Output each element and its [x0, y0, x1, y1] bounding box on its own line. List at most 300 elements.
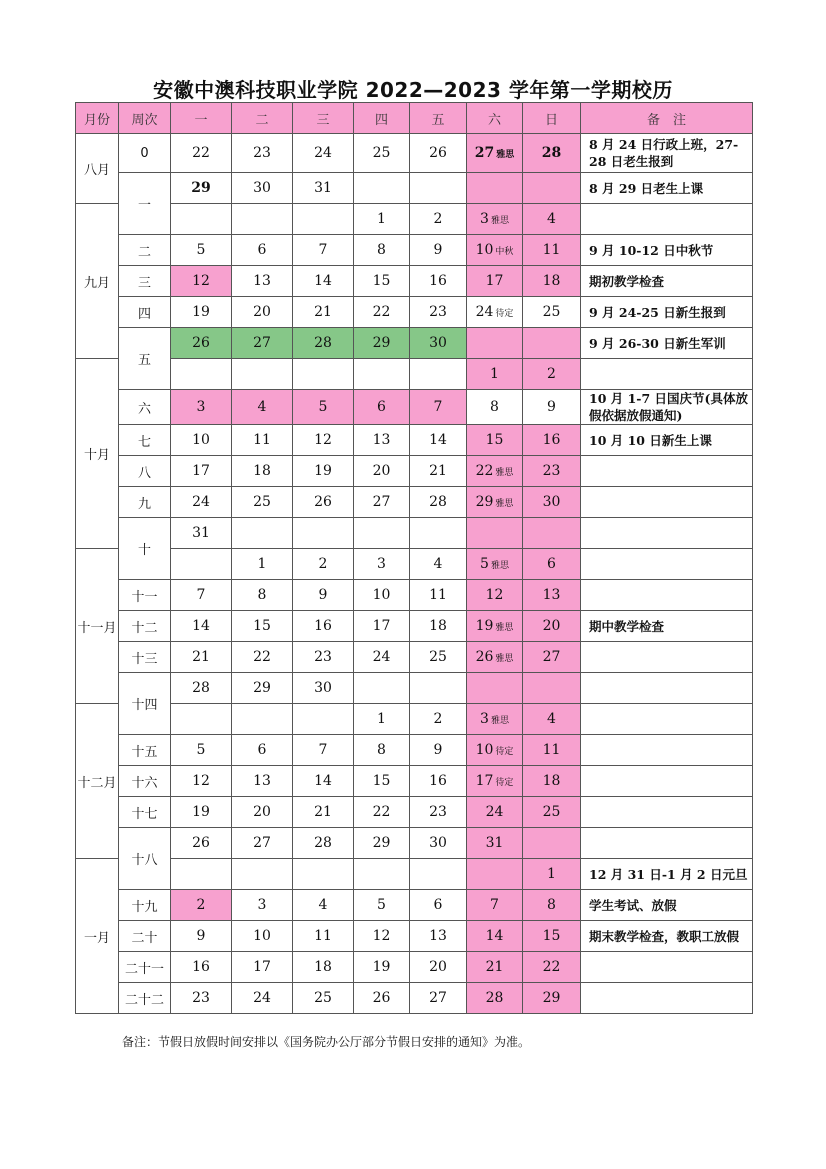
- day-cell: [410, 266, 467, 297]
- table-row: [76, 673, 753, 704]
- table-row: [76, 359, 753, 390]
- day-event-tag: 雅思: [490, 216, 509, 226]
- column-header: 月份: [76, 103, 119, 134]
- day-cell: [523, 921, 581, 952]
- day-cell: [354, 204, 410, 235]
- week-cell: 二十一: [119, 952, 171, 983]
- day-cell: [467, 828, 523, 859]
- day-number: 15: [485, 432, 504, 448]
- day-cell: [232, 235, 293, 266]
- column-header: 周次: [119, 103, 171, 134]
- table-row: [76, 390, 753, 425]
- day-cell: [232, 518, 293, 549]
- day-cell: [523, 549, 581, 580]
- day-cell: [354, 766, 410, 797]
- day-number: 2: [196, 897, 206, 913]
- day-number: 10: [372, 587, 391, 603]
- day-cell: [171, 518, 232, 549]
- day-number: 22: [542, 959, 561, 975]
- day-number: 24: [192, 494, 210, 510]
- day-cell: [354, 487, 410, 518]
- day-cell: [523, 359, 581, 390]
- note-cell: 10 月 10 日新生上课: [581, 425, 753, 456]
- day-cell: [232, 735, 293, 766]
- note-cell: [581, 735, 753, 766]
- table-row: [76, 549, 753, 580]
- day-cell: [293, 235, 354, 266]
- day-cell: [293, 134, 354, 173]
- day-cell: [293, 456, 354, 487]
- month-cell: 十月: [76, 359, 119, 549]
- day-number: 21: [314, 804, 332, 820]
- day-cell: [354, 390, 410, 425]
- week-cell: 十九: [119, 890, 171, 921]
- day-cell: [523, 204, 581, 235]
- week-cell: 十三: [119, 642, 171, 673]
- note-cell: [581, 766, 753, 797]
- day-number: 7: [318, 742, 328, 758]
- day-cell: [171, 797, 232, 828]
- table-row: [76, 580, 753, 611]
- day-number: 29: [372, 335, 391, 351]
- day-cell: [467, 611, 523, 642]
- day-cell: [410, 642, 467, 673]
- day-cell: [232, 890, 293, 921]
- week-cell: 0: [119, 134, 171, 173]
- note-cell: [581, 952, 753, 983]
- day-number: 9: [433, 242, 443, 258]
- day-cell: [232, 642, 293, 673]
- day-cell: [232, 921, 293, 952]
- column-header: 三: [293, 103, 354, 134]
- day-number: 30: [542, 494, 561, 510]
- day-event-tag: 雅思: [495, 499, 514, 509]
- day-number: 10: [475, 742, 494, 758]
- column-header: 日: [523, 103, 581, 134]
- day-cell: [171, 735, 232, 766]
- day-number: 27: [542, 649, 561, 665]
- day-cell: [523, 952, 581, 983]
- header-row: [76, 103, 753, 134]
- day-number: 28: [192, 680, 210, 696]
- day-cell: [523, 611, 581, 642]
- day-number: 18: [542, 773, 561, 789]
- day-number: 15: [253, 618, 271, 634]
- day-cell: [410, 390, 467, 425]
- day-cell: [293, 297, 354, 328]
- day-cell: [410, 328, 467, 359]
- day-cell: [293, 266, 354, 297]
- day-number: 21: [192, 649, 210, 665]
- day-number: 21: [314, 304, 332, 320]
- table-row: [76, 134, 753, 173]
- day-cell: [293, 549, 354, 580]
- day-number: 4: [257, 399, 267, 415]
- day-number: 17: [253, 959, 271, 975]
- day-number: 8: [377, 742, 386, 758]
- day-number: 6: [377, 399, 386, 415]
- day-cell: [171, 952, 232, 983]
- day-number: 18: [314, 959, 332, 975]
- day-number: 25: [372, 145, 391, 161]
- day-cell: [410, 359, 467, 390]
- table-row: [76, 518, 753, 549]
- day-cell: [410, 487, 467, 518]
- day-cell: [467, 735, 523, 766]
- day-number: 23: [314, 649, 332, 665]
- day-number: 19: [314, 463, 332, 479]
- day-cell: [467, 359, 523, 390]
- day-number: 5: [377, 897, 386, 913]
- day-number: 23: [542, 463, 561, 479]
- note-cell: 8 月 24 日行政上班，27-28 日老生报到: [581, 134, 753, 173]
- day-cell: [467, 797, 523, 828]
- day-number: 10: [192, 432, 210, 448]
- day-cell: [467, 642, 523, 673]
- day-number: 25: [542, 804, 561, 820]
- day-number: 25: [253, 494, 271, 510]
- day-cell: [232, 487, 293, 518]
- day-cell: [354, 642, 410, 673]
- day-number: 25: [314, 990, 332, 1006]
- day-cell: [410, 297, 467, 328]
- day-number: 14: [429, 432, 447, 448]
- day-cell: [232, 204, 293, 235]
- day-event-tag: 雅思: [495, 623, 514, 633]
- day-cell: [523, 673, 581, 704]
- day-cell: [410, 704, 467, 735]
- day-number: 7: [196, 587, 206, 603]
- day-cell: [467, 983, 523, 1014]
- day-number: 19: [192, 804, 210, 820]
- day-number: 16: [429, 273, 447, 289]
- day-number: 13: [542, 587, 561, 603]
- day-number: 2: [433, 711, 443, 727]
- day-cell: [232, 425, 293, 456]
- week-cell: 九: [119, 487, 171, 518]
- day-number: 23: [253, 145, 271, 161]
- day-number: 5: [480, 556, 489, 572]
- day-event-tag: 待定: [495, 747, 514, 757]
- day-cell: [232, 766, 293, 797]
- day-number: 9: [318, 587, 328, 603]
- day-number: 18: [429, 618, 447, 634]
- day-number: 26: [314, 494, 332, 510]
- day-number: 4: [547, 211, 556, 227]
- day-cell: [523, 580, 581, 611]
- day-cell: [467, 859, 523, 890]
- day-number: 28: [429, 494, 447, 510]
- note-cell: [581, 642, 753, 673]
- day-cell: [171, 134, 232, 173]
- day-number: 22: [192, 145, 210, 161]
- day-cell: [232, 328, 293, 359]
- day-number: 12: [314, 432, 332, 448]
- note-cell: [581, 580, 753, 611]
- day-cell: [293, 328, 354, 359]
- table-row: [76, 983, 753, 1014]
- note-cell: [581, 204, 753, 235]
- day-cell: [467, 456, 523, 487]
- day-number: 30: [314, 680, 332, 696]
- day-number: 11: [314, 928, 332, 944]
- day-cell: [354, 704, 410, 735]
- day-number: 12: [192, 273, 210, 289]
- day-number: 15: [542, 928, 561, 944]
- day-cell: [232, 952, 293, 983]
- day-number: 14: [192, 618, 210, 634]
- day-event-tag: 待定: [495, 778, 514, 788]
- day-cell: [171, 266, 232, 297]
- day-number: 26: [372, 990, 391, 1006]
- day-number: 29: [475, 494, 494, 510]
- day-number: 3: [257, 897, 267, 913]
- day-cell: [523, 704, 581, 735]
- day-cell: [354, 297, 410, 328]
- day-number: 16: [192, 959, 210, 975]
- day-number: 22: [475, 463, 494, 479]
- day-cell: [410, 859, 467, 890]
- day-cell: [232, 797, 293, 828]
- day-cell: [171, 983, 232, 1014]
- day-number: 10: [253, 928, 271, 944]
- day-cell: [171, 673, 232, 704]
- day-cell: [171, 859, 232, 890]
- day-number: 20: [429, 959, 447, 975]
- day-number: 31: [192, 525, 210, 541]
- day-number: 5: [196, 742, 206, 758]
- day-cell: [354, 673, 410, 704]
- day-cell: [523, 828, 581, 859]
- note-cell: [581, 549, 753, 580]
- table-row: [76, 204, 753, 235]
- day-cell: [410, 766, 467, 797]
- day-number: 13: [253, 773, 271, 789]
- day-cell: [354, 580, 410, 611]
- note-cell: 期中教学检查: [581, 611, 753, 642]
- note-cell: [581, 797, 753, 828]
- table-row: [76, 235, 753, 266]
- day-number: 11: [542, 742, 561, 758]
- day-number: 5: [318, 399, 328, 415]
- day-cell: [410, 983, 467, 1014]
- day-number: 19: [192, 304, 210, 320]
- day-number: 31: [485, 835, 504, 851]
- day-cell: [523, 642, 581, 673]
- day-number: 30: [429, 835, 447, 851]
- day-number: 21: [485, 959, 504, 975]
- day-cell: [232, 266, 293, 297]
- day-number: 18: [542, 273, 561, 289]
- day-number: 14: [314, 273, 332, 289]
- column-header: 四: [354, 103, 410, 134]
- week-cell: 十四: [119, 673, 171, 735]
- day-number: 13: [429, 928, 447, 944]
- note-cell: 12 月 31 日-1 月 2 日元旦: [581, 859, 753, 890]
- note-cell: 9 月 24-25 日新生报到: [581, 297, 753, 328]
- day-cell: [171, 766, 232, 797]
- footnote: 备注：节假日放假时间安排以《国务院办公厅部分节假日安排的通知》为准。: [122, 1035, 531, 1049]
- day-event-tag: 待定: [495, 309, 514, 319]
- day-cell: [467, 487, 523, 518]
- day-number: 20: [372, 463, 391, 479]
- day-number: 25: [429, 649, 447, 665]
- day-cell: [293, 921, 354, 952]
- day-number: 28: [314, 335, 332, 351]
- day-cell: [171, 890, 232, 921]
- day-cell: [171, 921, 232, 952]
- day-cell: [467, 297, 523, 328]
- note-cell: 9 月 10-12 日中秋节: [581, 235, 753, 266]
- day-number: 26: [475, 649, 494, 665]
- day-number: 14: [485, 928, 504, 944]
- day-cell: [354, 549, 410, 580]
- day-number: 7: [318, 242, 328, 258]
- day-number: 20: [542, 618, 561, 634]
- day-number: 28: [485, 990, 504, 1006]
- note-cell: [581, 487, 753, 518]
- week-cell: 一: [119, 173, 171, 235]
- day-cell: [354, 425, 410, 456]
- day-number: 17: [192, 463, 210, 479]
- month-cell: 十一月: [76, 549, 119, 704]
- day-cell: [232, 611, 293, 642]
- week-cell: 二十: [119, 921, 171, 952]
- day-cell: [523, 487, 581, 518]
- day-cell: [354, 518, 410, 549]
- day-number: 29: [253, 680, 271, 696]
- day-cell: [293, 735, 354, 766]
- day-number: 12: [192, 773, 210, 789]
- day-number: 8: [547, 897, 556, 913]
- day-number: 31: [314, 180, 332, 196]
- note-cell: 8 月 29 日老生上课: [581, 173, 753, 204]
- month-cell: 九月: [76, 204, 119, 359]
- day-number: 30: [429, 335, 447, 351]
- day-number: 18: [253, 463, 271, 479]
- day-cell: [523, 328, 581, 359]
- day-cell: [410, 425, 467, 456]
- day-number: 27: [429, 990, 447, 1006]
- day-cell: [354, 456, 410, 487]
- column-header: 五: [410, 103, 467, 134]
- column-header: 备 注: [581, 103, 753, 134]
- day-cell: [410, 518, 467, 549]
- week-cell: 七: [119, 425, 171, 456]
- note-cell: [581, 518, 753, 549]
- day-cell: [232, 828, 293, 859]
- day-cell: [293, 983, 354, 1014]
- day-number: 7: [433, 399, 443, 415]
- day-cell: [354, 797, 410, 828]
- day-number: 3: [480, 211, 489, 227]
- day-number: 20: [253, 304, 271, 320]
- month-cell: 十二月: [76, 704, 119, 859]
- day-number: 9: [196, 928, 206, 944]
- week-cell: 八: [119, 456, 171, 487]
- day-number: 14: [314, 773, 332, 789]
- day-cell: [354, 235, 410, 266]
- day-cell: [523, 235, 581, 266]
- day-cell: [467, 425, 523, 456]
- day-number: 2: [318, 556, 328, 572]
- day-number: 16: [429, 773, 447, 789]
- column-header: 六: [467, 103, 523, 134]
- day-number: 22: [372, 304, 391, 320]
- day-number: 28: [541, 145, 562, 161]
- table-row: [76, 173, 753, 204]
- day-number: 26: [192, 335, 210, 351]
- day-cell: [171, 425, 232, 456]
- day-number: 6: [433, 897, 443, 913]
- day-cell: [467, 549, 523, 580]
- day-number: 19: [475, 618, 494, 634]
- day-cell: [293, 890, 354, 921]
- day-number: 24: [485, 804, 504, 820]
- day-cell: [467, 580, 523, 611]
- day-event-tag: 雅思: [496, 150, 515, 160]
- day-cell: [410, 235, 467, 266]
- day-cell: [171, 456, 232, 487]
- day-cell: [171, 235, 232, 266]
- day-cell: [232, 580, 293, 611]
- day-cell: [354, 134, 410, 173]
- day-cell: [523, 890, 581, 921]
- day-number: 28: [314, 835, 332, 851]
- day-event-tag: 雅思: [495, 468, 514, 478]
- day-number: 24: [372, 649, 391, 665]
- day-number: 13: [253, 273, 271, 289]
- day-number: 29: [191, 180, 211, 196]
- month-cell: 一月: [76, 859, 119, 1014]
- day-number: 9: [547, 399, 556, 415]
- day-cell: [523, 859, 581, 890]
- week-cell: 二十二: [119, 983, 171, 1014]
- day-number: 12: [485, 587, 504, 603]
- day-cell: [467, 890, 523, 921]
- day-number: 17: [475, 773, 494, 789]
- day-number: 11: [429, 587, 447, 603]
- day-cell: [410, 134, 467, 173]
- day-cell: [171, 642, 232, 673]
- day-cell: [410, 173, 467, 204]
- day-number: 27: [253, 835, 271, 851]
- day-cell: [523, 173, 581, 204]
- day-number: 27: [474, 145, 495, 161]
- day-cell: [354, 173, 410, 204]
- table-row: [76, 425, 753, 456]
- day-cell: [523, 390, 581, 425]
- day-cell: [354, 611, 410, 642]
- day-cell: [171, 704, 232, 735]
- day-number: 24: [475, 304, 494, 320]
- day-cell: [293, 204, 354, 235]
- day-number: 1: [377, 211, 386, 227]
- day-cell: [171, 328, 232, 359]
- week-cell: 十五: [119, 735, 171, 766]
- day-cell: [523, 134, 581, 173]
- week-cell: 二: [119, 235, 171, 266]
- day-number: 5: [196, 242, 206, 258]
- week-cell: 十六: [119, 766, 171, 797]
- day-cell: [293, 642, 354, 673]
- day-number: 12: [372, 928, 391, 944]
- day-number: 3: [480, 711, 489, 727]
- day-cell: [523, 766, 581, 797]
- day-number: 9: [433, 742, 443, 758]
- day-cell: [523, 297, 581, 328]
- day-cell: [467, 204, 523, 235]
